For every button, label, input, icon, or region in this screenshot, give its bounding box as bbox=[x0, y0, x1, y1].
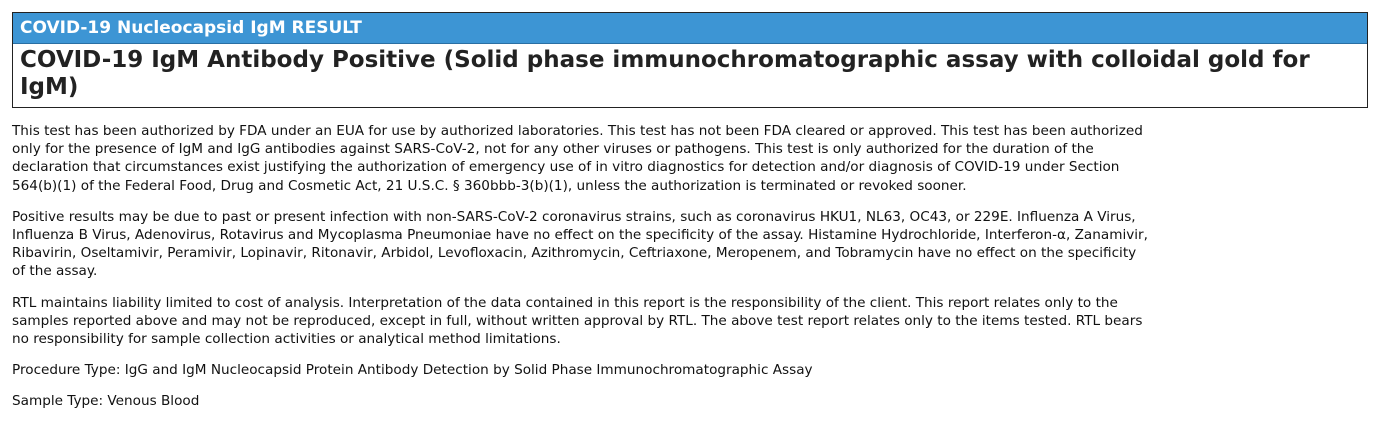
fda-authorization-paragraph: This test has been authorized by FDA under an EUA for use by authorized laboratories. This test has not been FDA cleared or approved. This test has been authorized only for the presence of IgM and IgG antibodies against SARS-CoV-2, not for any other viruses or pathogens. This test is only authorized for the duration of the declaration that circumstances exist justifying the authorization of emergency use of in vitro diagnostics for detection and/or diagnosis of COVID-19 under Section 564(b)(1) of the Federal Food, Drug and Cosmetic Act, 21 U.S.C. § 360bbb-3(b)(1), unless the authorization is terminated or revoked sooner. bbox=[12, 123, 1143, 194]
result-title: COVID-19 IgM Antibody Positive (Solid phase immunochromatographic assay with colloidal gold for IgM) bbox=[20, 47, 1310, 100]
liability-paragraph: RTL maintains liability limited to cost of analysis. Interpretation of the data contained in this report is the responsibility of the client. This report relates only to the samples reported above and may not be reproduced, except in full, without written approval by RTL. The above test report relates only to the items tested. RTL bears no responsibility for sample collection activities or analytical method limitations. bbox=[12, 294, 1143, 348]
procedure-type: Procedure Type: IgG and IgM Nucleocapsid Protein Antibody Detection by Solid Phase Immunochromatographic Assay bbox=[12, 362, 813, 379]
specificity-paragraph: Positive results may be due to past or present infection with non-SARS-CoV-2 coronavirus strains, such as coronavirus HKU1, NL63, OC43, or 229E. Influenza A Virus, Influenza B Virus, Adenovirus, Rotavirus and Mycoplasma Pneumoniae have no effect on the specificity of the assay. Histamine Hydrochloride, Interferon-α, Zanamivir, Ribavirin, Oseltamivir, Peramivir, Lopinavir, Ritonavir, Arbidol, Levofloxacin, Azithromycin, Ceftriaxone, Meropenem, and Tobramycin have no effect on the specificity of the assay. bbox=[12, 208, 1148, 280]
result-box bbox=[12, 12, 1368, 108]
result-header: COVID-19 Nucleocapsid IgM RESULT bbox=[13, 13, 1367, 44]
sample-type: Sample Type: Venous Blood bbox=[12, 393, 200, 410]
report-body bbox=[12, 122, 1152, 424]
